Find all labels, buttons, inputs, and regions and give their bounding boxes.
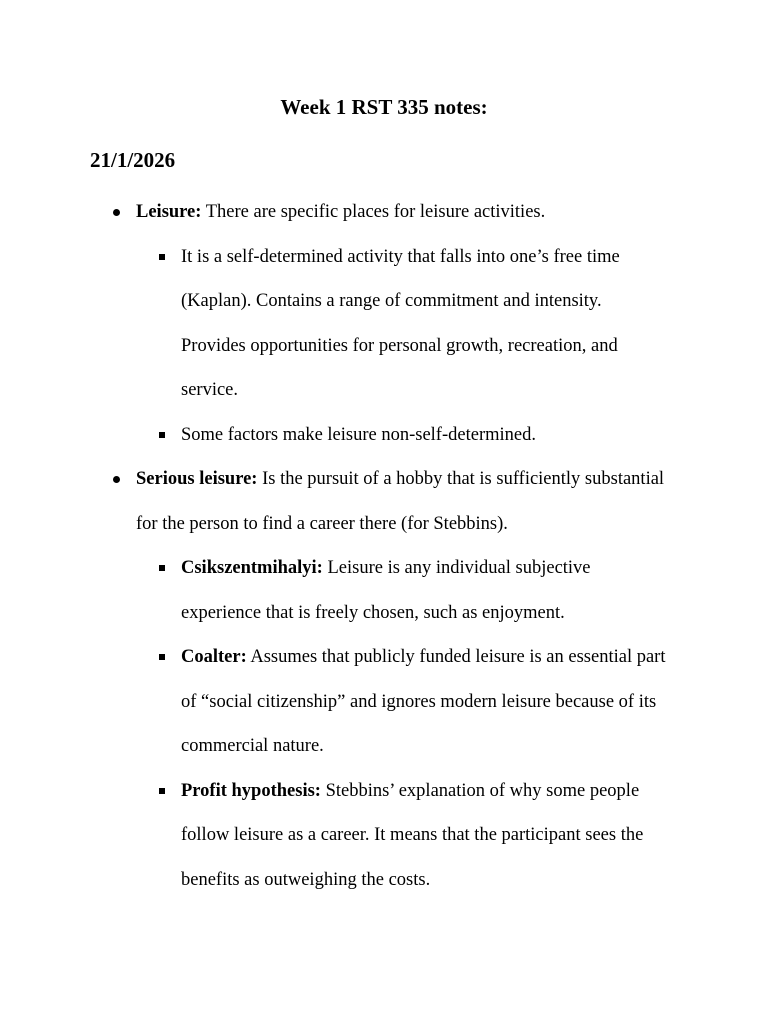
list-item-leisure xyxy=(0,190,768,457)
notes-list xyxy=(0,190,768,902)
bullet-dot-icon xyxy=(113,476,120,483)
item-text: There are specific places for leisure activities. xyxy=(201,202,546,222)
bullet-square-icon xyxy=(159,432,165,438)
item-text: Is the pursuit of a hobby that is sufficiently substantial for the person to find a career there (for Stebbins). xyxy=(136,469,665,534)
item-text: Some factors make leisure non-self-determined. xyxy=(181,424,536,445)
term-label: Coalter: xyxy=(181,647,247,667)
term-label: Csikszentmihalyi: xyxy=(181,558,323,578)
bullet-square-icon xyxy=(159,788,165,794)
item-text: It is a self-determined activity that falls into one’s free time (Kaplan). Contains a range of commitment and intensity. Provides opportunities for personal growth, recreation, and service. xyxy=(181,246,620,400)
bullet-square-icon xyxy=(159,565,165,571)
sub-list xyxy=(136,235,678,458)
item-text: Assumes that publicly funded leisure is an essential part of “social citizenship” and ignores modern leisure because of its commercial nature. xyxy=(181,647,666,756)
item-text: Leisure is any individual subjective experience that is freely chosen, such as enjoyment. xyxy=(181,558,591,623)
term-label: Leisure: xyxy=(136,202,202,222)
sub-list-item xyxy=(136,235,678,413)
term-label: Serious leisure: xyxy=(136,469,258,489)
item-text: Stebbins’ explanation of why some people follow leisure as a career. It means that the participant sees the benefits as outweighing the costs. xyxy=(181,780,644,890)
date-heading: 21/1/2026 xyxy=(90,148,176,172)
page-title: Week 1 RST 335 notes: xyxy=(280,95,488,119)
list-item-serious-leisure xyxy=(0,457,768,902)
sub-list-item xyxy=(136,413,678,458)
bullet-dot-icon xyxy=(113,209,120,216)
sub-list-item xyxy=(136,635,678,769)
term-label: Profit hypothesis: xyxy=(181,780,321,801)
sub-list-item xyxy=(136,546,678,635)
sub-list xyxy=(136,546,678,902)
bullet-square-icon xyxy=(159,654,165,660)
sub-list-item xyxy=(136,769,678,903)
bullet-square-icon xyxy=(159,254,165,260)
